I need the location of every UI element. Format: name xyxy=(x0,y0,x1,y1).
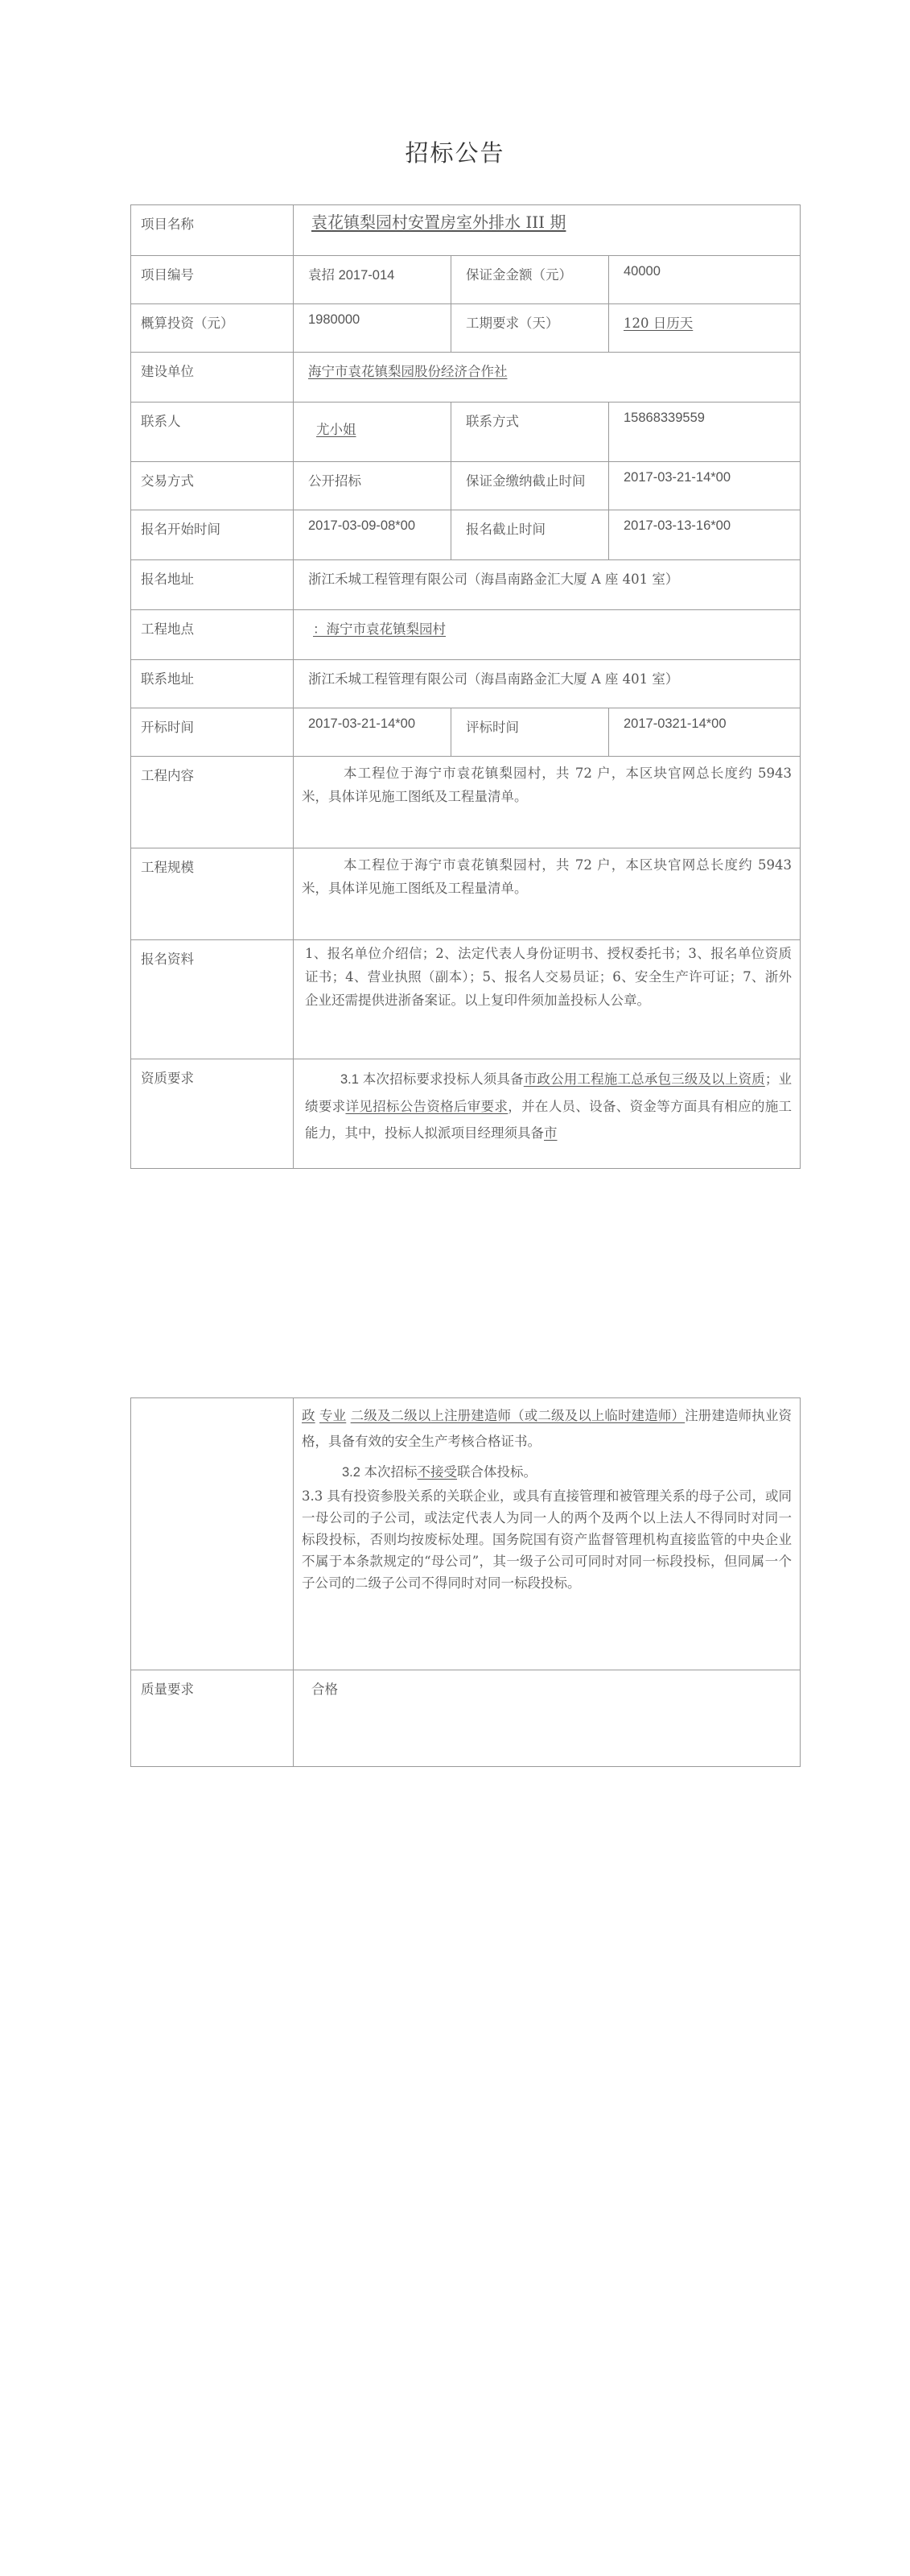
row-contact xyxy=(131,402,801,462)
cont-text-3: 二级及二级以上注册建造师（或二级及以上临时建造师） xyxy=(350,1408,686,1423)
label-builder: 建设单位 xyxy=(131,353,294,402)
value-qualification-continued xyxy=(294,1398,801,1670)
row-project-code xyxy=(131,256,801,304)
label-contact-phone: 联系方式 xyxy=(451,402,609,462)
value-contact-address: 浙江禾城工程管理有限公司（海昌南路金汇大厦 A 座 401 室） xyxy=(294,660,801,708)
qual-text-2: 市政公用工程施工总承包三级及以上资质 xyxy=(523,1071,765,1087)
value-bid-open: 2017-03-21-14*00 xyxy=(294,708,451,757)
label-deposit-deadline: 保证金缴纳截止时间 xyxy=(451,462,609,510)
value-quality: 合格 xyxy=(294,1670,801,1767)
label-budget: 概算投资（元） xyxy=(131,304,294,353)
row-qualification-continued xyxy=(131,1398,801,1670)
tender-info-table xyxy=(130,204,801,1169)
cont-text-2: 专业 xyxy=(319,1408,347,1423)
value-trade: 公开招标 xyxy=(294,462,451,510)
label-quality: 质量要求 xyxy=(131,1670,294,1767)
value-deposit-deadline: 2017-03-21-14*00 xyxy=(609,462,801,510)
row-builder xyxy=(131,353,801,402)
label-project-code: 项目编号 xyxy=(131,256,294,304)
value-site: ：海宁市袁花镇梨园村 xyxy=(313,621,446,637)
value-reg-start: 2017-03-09-08*00 xyxy=(294,510,451,560)
value-scale: 本工程位于海宁市袁花镇梨园村，共 72 户，本区块官网总长度约 5943 米，具体详见施工图纸及工程量清单。 xyxy=(302,857,793,896)
value-materials: 1、报名单位介绍信；2、法定代表人身份证明书、授权委托书；3、报名单位资质证书；4、营业执照（副本）；5、报名人交易员证；6、安全生产许可证；7、浙外企业还需提供进浙备案证。以上复印件须加盖投标人公章。 xyxy=(305,946,793,1008)
qual-text-3: ；业绩要求 xyxy=(305,1071,793,1114)
value-reg-end: 2017-03-13-16*00 xyxy=(609,510,801,560)
value-evaluation: 2017-0321-14*00 xyxy=(609,708,801,757)
label-contact: 联系人 xyxy=(131,402,294,462)
row-site xyxy=(131,610,801,660)
value-duration: 120 日历天 xyxy=(624,316,694,331)
row-materials xyxy=(131,940,801,1059)
label-reg-start: 报名开始时间 xyxy=(131,510,294,560)
tender-info-table-continued xyxy=(130,1397,801,1767)
value-reg-address: 浙江禾城工程管理有限公司（海昌南路金汇大厦 A 座 401 室） xyxy=(294,560,801,610)
row-project-name xyxy=(131,205,801,256)
label-deposit: 保证金金额（元） xyxy=(451,256,609,304)
cont-text-6: 不接受 xyxy=(417,1464,458,1480)
label-materials: 报名资料 xyxy=(131,940,294,1059)
value-contact: 尤小姐 xyxy=(316,422,356,437)
label-content: 工程内容 xyxy=(131,757,294,848)
row-trade xyxy=(131,462,801,510)
row-budget xyxy=(131,304,801,353)
cont-text-1: 政 xyxy=(302,1408,315,1423)
label-scale: 工程规模 xyxy=(131,848,294,940)
value-contact-phone: 15868339559 xyxy=(609,402,801,462)
page-title: 招标公告 xyxy=(405,139,505,167)
row-content xyxy=(131,757,801,848)
row-scale xyxy=(131,848,801,940)
row-quality xyxy=(131,1670,801,1767)
cont-text-7: 联合体投标。 xyxy=(457,1464,537,1480)
value-deposit: 40000 xyxy=(609,256,801,304)
label-evaluation: 评标时间 xyxy=(451,708,609,757)
label-project-name: 项目名称 xyxy=(131,205,294,256)
cont-text-8: 3.3 具有投资参股关系的关联企业，或具有直接管理和被管理关系的母子公司，或同一母公司的子公司，或法定代表人为同一人的两个及两个以上法人不得同时对同一标段投标，否则均按废标处理。国务院国有资产监督管理机构直接监管的中央企业不属于本条款规定的“母公司”，其一级子公司可同时对同一标段投标，但同属一个子公司的二级子公司不得同时对同一标段投标。 xyxy=(302,1488,792,1591)
qual-text-6: ，并在人员、设备、资金等方面具有相应的施工能力，其中，投标人拟派项目经理须具备 xyxy=(305,1099,793,1141)
cont-text-4: 注册建造师执业资格，具备有效的安全生产考核合格证书。 xyxy=(302,1408,793,1449)
cont-text-5: 3.2 本次招标 xyxy=(342,1465,418,1480)
row-registration xyxy=(131,510,801,560)
label-qualification-continued xyxy=(131,1398,294,1670)
value-project-name: 袁花镇梨园村安置房室外排水 III 期 xyxy=(311,213,566,232)
row-qualification xyxy=(131,1059,801,1169)
label-bid-open: 开标时间 xyxy=(131,708,294,757)
value-budget: 1980000 xyxy=(294,304,451,353)
value-qualification xyxy=(305,1066,792,1146)
label-contact-address: 联系地址 xyxy=(131,660,294,708)
value-content: 本工程位于海宁市袁花镇梨园村，共 72 户，本区块官网总长度约 5943 米，具体详见施工图纸及工程量清单。 xyxy=(302,766,793,804)
row-contact-address xyxy=(131,660,801,708)
row-bid-open xyxy=(131,708,801,757)
qual-text-7: 市 xyxy=(544,1125,558,1141)
value-project-code: 袁招 2017-014 xyxy=(294,256,451,304)
label-trade: 交易方式 xyxy=(131,462,294,510)
row-reg-address xyxy=(131,560,801,610)
value-builder: 海宁市袁花镇梨园股份经济合作社 xyxy=(308,364,508,379)
label-duration: 工期要求（天） xyxy=(451,304,609,353)
qual-text-5: 后审要求 xyxy=(453,1099,509,1114)
label-site: 工程地点 xyxy=(131,610,294,660)
label-qualification: 资质要求 xyxy=(131,1059,294,1169)
qual-text-1: 3.1 本次招标要求投标人须具备 xyxy=(340,1072,524,1087)
label-reg-end: 报名截止时间 xyxy=(451,510,609,560)
label-reg-address: 报名地址 xyxy=(131,560,294,610)
qual-text-4: 详见招标公告资格 xyxy=(345,1099,454,1114)
